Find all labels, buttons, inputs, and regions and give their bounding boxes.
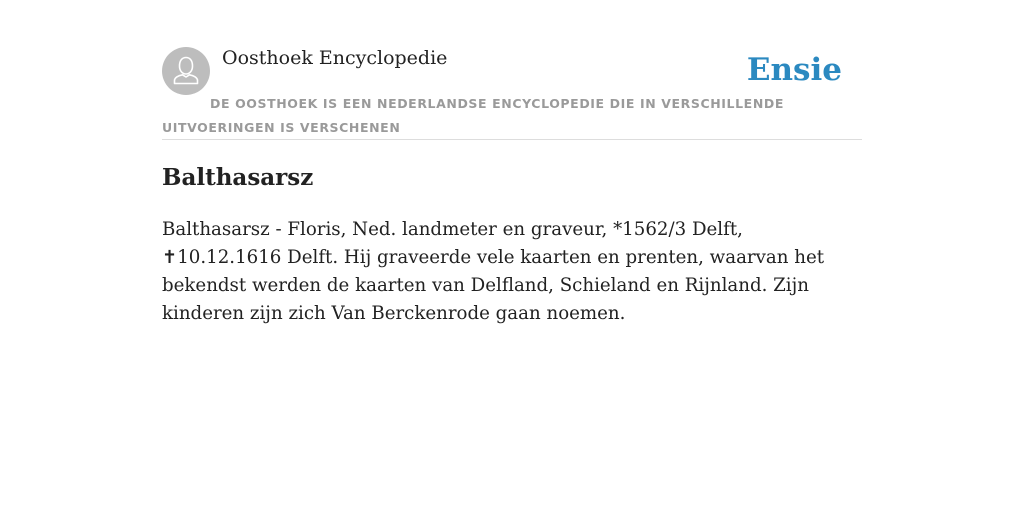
source-name-link[interactable]: Oosthoek Encyclopedie — [222, 47, 448, 69]
brand-logo[interactable]: Ensie — [746, 52, 842, 88]
entry-body: Balthasarsz - Floris, Ned. landmeter en graveur, *1562/3 Delft, ✝10.12.1616 Delft. Hij graveerde vele kaarten en prenten, waarvan het bekendst werden de kaarten van Delfland, Schieland en Rijnland. Zijn kinderen zijn zich Van Berckenrode gaan noemen. — [162, 219, 825, 324]
user-silhouette-icon[interactable] — [162, 47, 210, 95]
entry-title: Balthasarsz — [162, 164, 314, 191]
source-header — [162, 46, 862, 140]
source-description: DE OOSTHOEK IS EEN NEDERLANDSE ENCYCLOPEDIE DIE IN VERSCHILLENDE UITVOERINGEN IS VERSCHENEN — [162, 96, 784, 135]
